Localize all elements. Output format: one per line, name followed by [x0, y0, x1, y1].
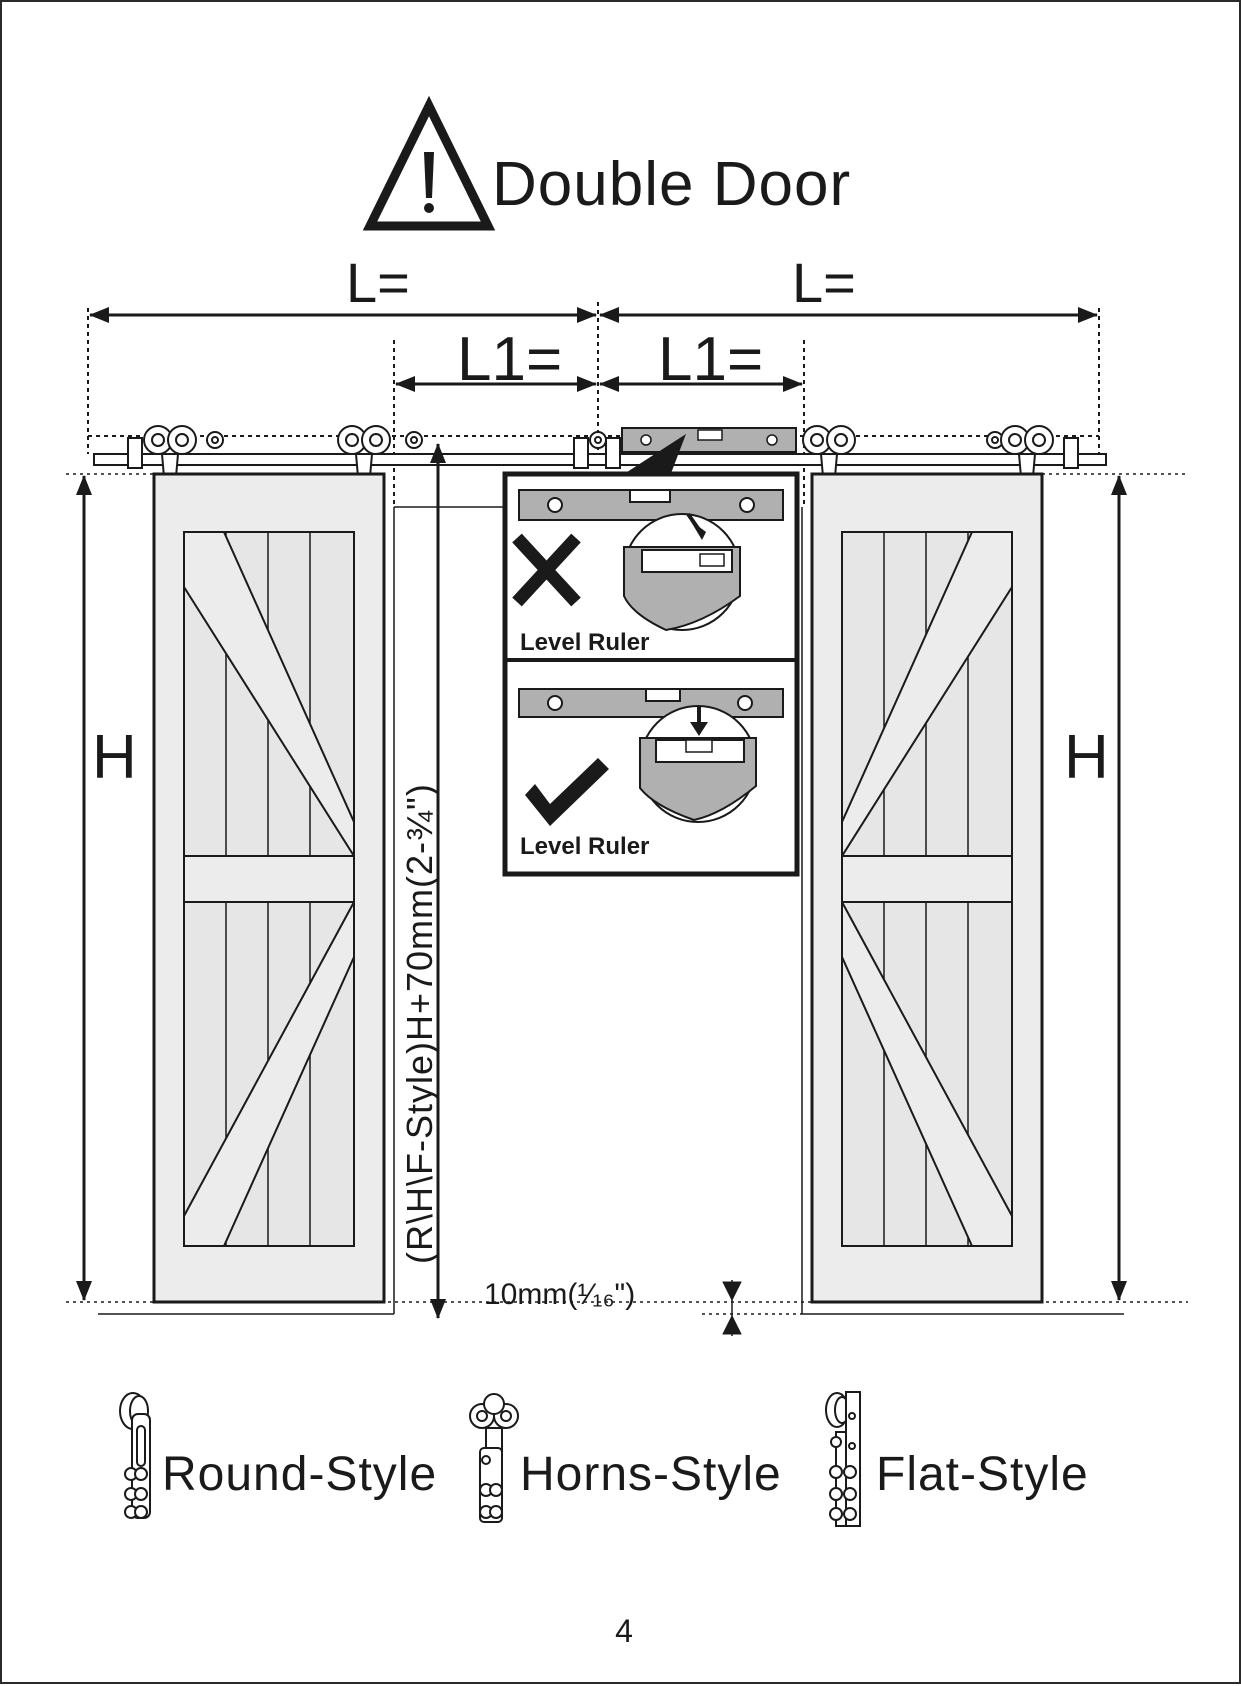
dimension-label-l1-left: L1=	[457, 325, 563, 394]
style-label-flat: Flat-Style	[876, 1448, 1089, 1501]
dimension-label-l1-right: L1=	[658, 325, 764, 394]
style-label-horns: Horns-Style	[520, 1448, 782, 1501]
dimension-label-h-left: H	[92, 723, 137, 792]
dimension-label-l-right: L=	[792, 251, 856, 314]
track-height-label: (R\H\F-Style)H+70mm(2-¾")	[399, 783, 440, 1264]
dimension-label-h-right: H	[1064, 723, 1109, 792]
floor-gap-label: 10mm(¹⁄₁₆")	[484, 1278, 636, 1311]
page-title: Double Door	[492, 150, 852, 219]
installation-diagram	[2, 2, 1241, 1686]
flat-roller-icon	[826, 1392, 860, 1526]
page-number: 4	[615, 1613, 633, 1649]
level-ruler-label-correct: Level Ruler	[520, 833, 650, 860]
roller-style-legend	[120, 1392, 1089, 1526]
dimension-label-l-left: L=	[346, 251, 410, 314]
warning-triangle-icon	[370, 106, 488, 226]
left-barn-door	[154, 474, 384, 1302]
horns-roller-icon	[470, 1394, 518, 1522]
floor-gap-marker	[723, 1280, 741, 1336]
round-roller-icon	[120, 1393, 150, 1518]
level-check-callout	[505, 474, 797, 874]
level-ruler-label-wrong: Level Ruler	[520, 629, 650, 656]
style-label-round: Round-Style	[162, 1448, 438, 1501]
right-barn-door	[812, 474, 1042, 1302]
